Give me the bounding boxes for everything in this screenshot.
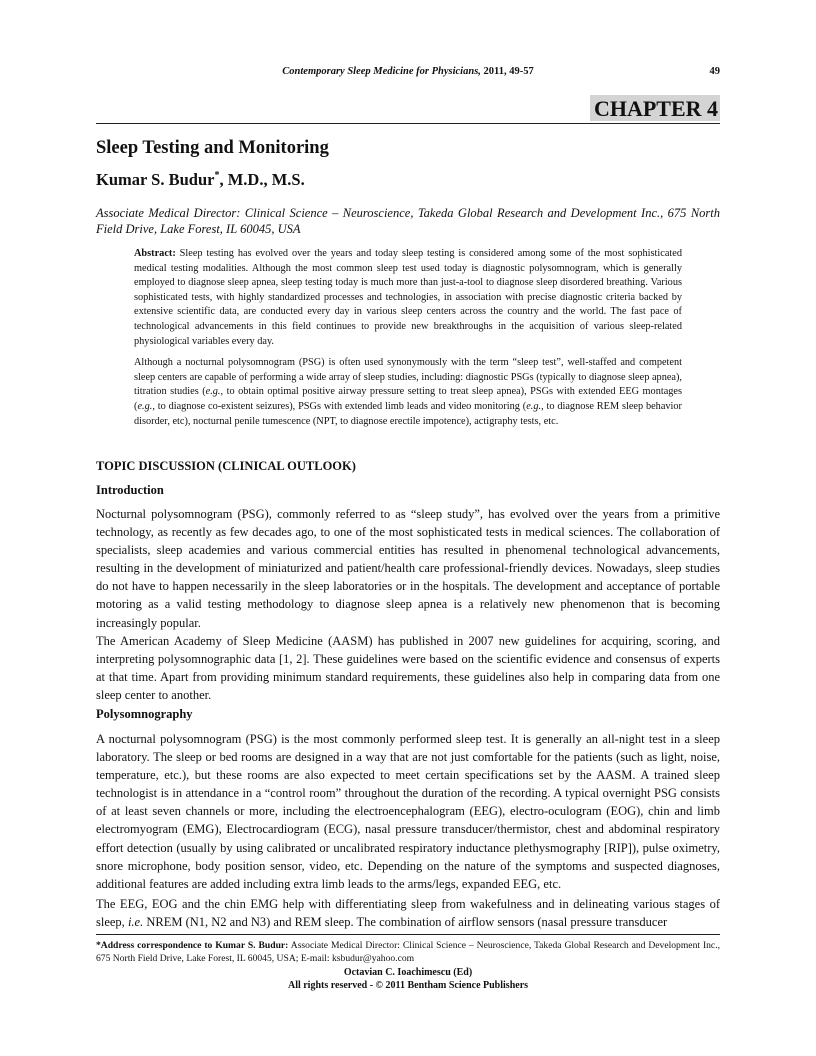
author-affiliation: Associate Medical Director: Clinical Science – Neuroscience, Takeda Global Research and Development Inc., 675 North Field Drive, Lake Forest, IL 60045, USA [96, 206, 720, 236]
author-footnote-marker: * [214, 170, 220, 181]
chapter-label: CHAPTER 4 [590, 95, 720, 121]
article-title: Sleep Testing and Monitoring [96, 138, 329, 158]
journal-citation [96, 66, 720, 77]
introduction-paragraph-1: Nocturnal polysomnogram (PSG), commonly referred to as “sleep study”, has evolved over the years from a primitive technology, as recently as few decades ago, to one of the most sophisticated tests in medical sciences. The collaboration of specialists, sleep academies and various commercial entities has resulted in phenomenal technological advancements, resulting in the development of miniaturized and patient/health care professional-friendly devices. Nowadays, sleep studies do not have to happen necessarily in the sleep laboratories or in the hospitals. The development and acceptance of portable motoring as a valid testing methodology to diagnose sleep apnea is a relatively new phenomenon that is becoming increasingly popular. [96, 507, 720, 630]
abstract-text-1: Sleep testing has evolved over the years and today sleep testing is considered among some of the most sophisticated medical testing modalities. Although the most common sleep test used today is diagnostic polysomnogram, which is generally employed to diagnose sleep apnea, sleep testing today is much more than just-a-tool to diagnose sleep disordered breathing. Various sophisticated tests, with highly standardized processes and technologies, in association with precise diagnostic criteria backed by extensive scientific data, are conducted every day in various sleep centers across the country and the world. The fast pace of technological advancements in this field continues to provide new breakthroughs in the acquisition of various sleep-related physiological variables every day. [134, 248, 682, 347]
page-number: 49 [709, 66, 720, 77]
introduction-heading: Introduction [96, 483, 164, 497]
author-degrees: , M.D., M.S. [219, 170, 305, 189]
polysomnography-paragraph-1: A nocturnal polysomnogram (PSG) is the most commonly performed sleep test. It is generally an all-night test in a sleep laboratory. The sleep or bed rooms are designed in a way that are not just comfortable for the patients (such as light, noise, temperature, etc.), but these rooms are also expected to meet certain specifications set by the AASM. A trained sleep technologist is in attendance in a “control room” throughout the duration of the recording. A typical overnight PSG consists of at least seven channels or more, including the electroencephalogram (EEG), electro-oculogram (EOG), chin and limb electromyogram (EMG), Electrocardiogram (ECG), nasal pressure transducer/thermistor, chest and abdominal respiratory effort detection (usually by using calibrated or uncalibrated respiratory inductance plethysmography [RIP]), pulse oximetry, snore microphone, body position sensor, video, etc. Depending on the nature of the symptoms and suspected diagnoses, additional features are added including extra limb leads to the arms/legs, expanded EEG, etc. [96, 732, 720, 891]
running-head [96, 66, 720, 80]
journal-volume: 2011, 49-57 [483, 66, 534, 77]
correspondence-footnote [96, 939, 720, 965]
introduction-paragraph-2: The American Academy of Sleep Medicine (AASM) has published in 2007 new guidelines for acquiring, scoring, and interpreting polysomnographic data [1, 2]. These guidelines were based on the scientific evidence and consensus of experts at that time. Apart from providing minimum standard requirements, these guidelines also help in comparing data from one sleep center to another. [96, 634, 720, 703]
copyright-line: All rights reserved - © 2011 Bentham Science Publishers [287, 980, 529, 991]
abstract [134, 247, 682, 429]
author-line [96, 170, 305, 190]
author-name: Kumar S. Budur [96, 170, 215, 189]
header-divider [96, 123, 720, 124]
footnote-text: Associate Medical Director: Clinical Science – Neuroscience, Takeda Global Research and Development Inc., 675 North Field Drive, Lake Forest, IL 60045, USA; E-mail: ksbudur@yahoo.com [96, 940, 720, 964]
abstract-label: Abstract: [134, 248, 176, 259]
abstract-paragraph-2: Although a nocturnal polysomnogram (PSG) is often used synonymously with the term “sleep test”, well-staffed and competent sleep centers are capable of performing a wide array of sleep studies, including: diagnostic PSGs (typically to diagnose sleep apnea), titration studies (e.g., to obtain optimal positive airway pressure setting to treat sleep apnea), PSGs with extended EEG montages (e.g., to diagnose co-existent seizures), PSGs with extended limb leads and video monitoring (e.g., to diagnose REM sleep behavior disorder, etc), nocturnal penile tumescence (NPT, to diagnose erectile impotence), actigraphy tests, etc. [134, 357, 683, 427]
polysomnography-paragraph-2: The EEG, EOG and the chin EMG help with differentiating sleep from wakefulness and in delineating various stages of sleep, i.e. NREM (N1, N2 and N3) and REM sleep. The combination of airflow sensors (nasal pressure transducer [96, 897, 720, 930]
polysomnography-heading: Polysomnography [96, 707, 193, 721]
abstract-paragraph-1 [134, 247, 682, 349]
footnote-label: *Address correspondence to Kumar S. Budur: [96, 940, 289, 951]
journal-title: Contemporary Sleep Medicine for Physicians, [282, 66, 481, 77]
editor-line: Octavian C. Ioachimescu (Ed) [343, 967, 473, 978]
footnote-divider [96, 934, 720, 935]
topic-heading: TOPIC DISCUSSION (CLINICAL OUTLOOK) [96, 459, 356, 473]
